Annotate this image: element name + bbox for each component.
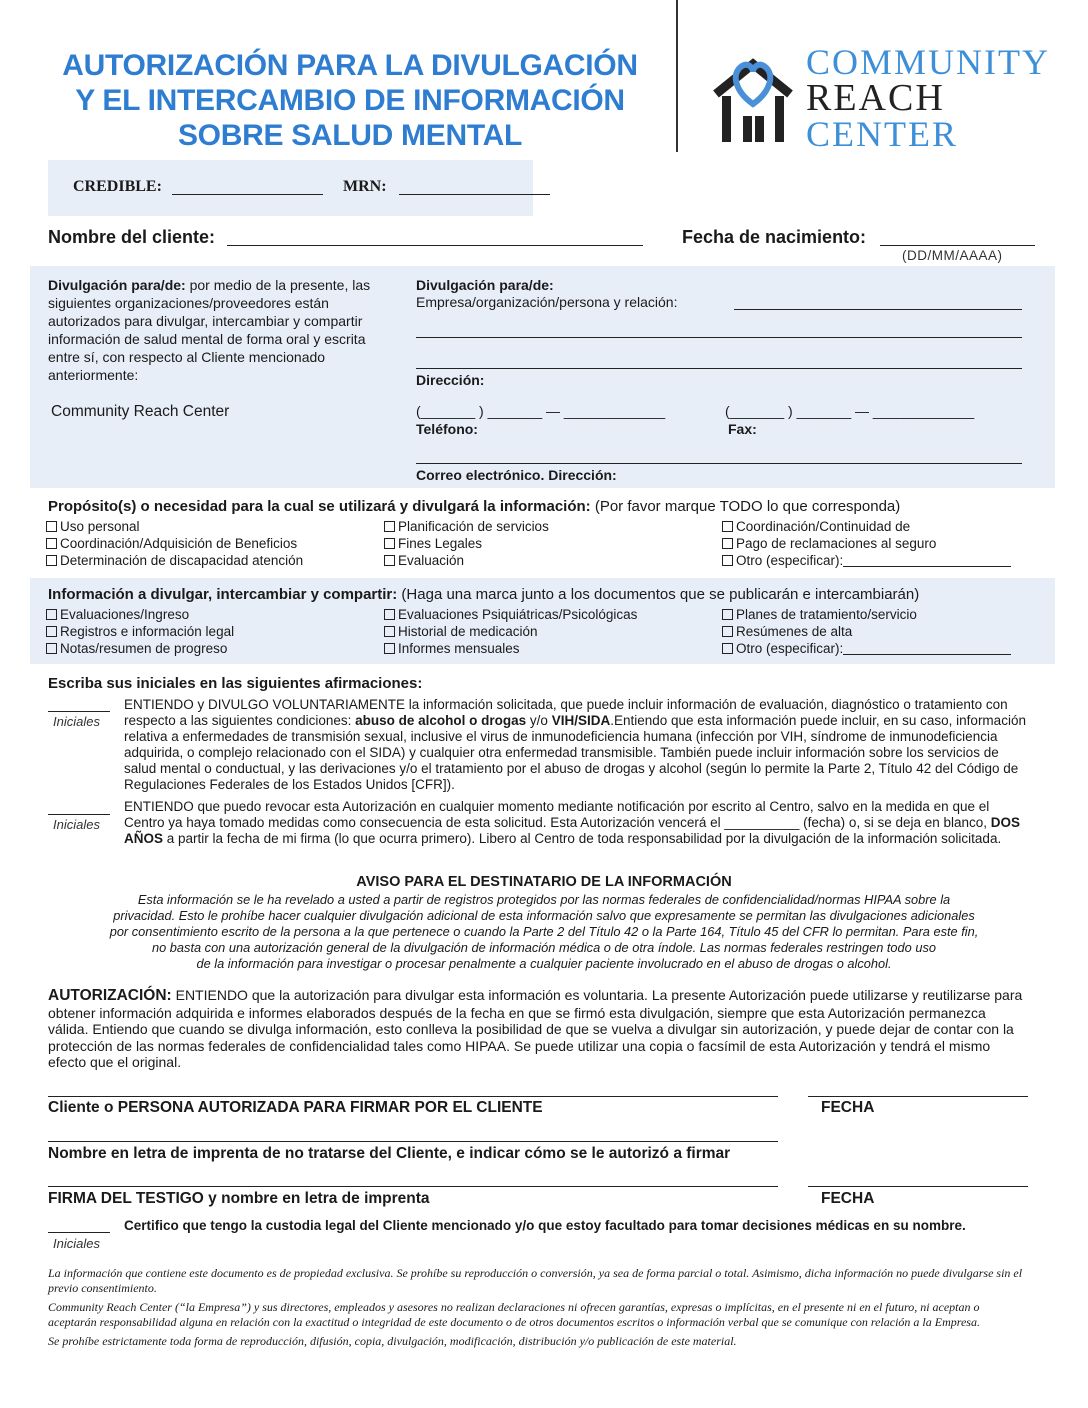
info-option[interactable]: Historial de medicación — [384, 623, 637, 640]
date-label-2: FECHA — [821, 1190, 875, 1207]
fax-label: Fax: — [728, 421, 757, 437]
dob-label: Fecha de nacimiento: — [682, 227, 867, 247]
printed-name-field[interactable] — [48, 1141, 778, 1142]
checkbox[interactable] — [384, 626, 395, 637]
client-signature-label: Cliente o PERSONA AUTORIZADA PARA FIRMAR POR EL CLIENTE — [48, 1099, 543, 1116]
date-field-2[interactable] — [808, 1186, 1028, 1187]
initials-title: Escriba sus iniciales en las siguientes afirmaciones: — [48, 675, 423, 692]
notice-title: AVISO PARA EL DESTINATARIO DE LA INFORMACIÓN — [356, 874, 732, 890]
info-option[interactable]: Registros e información legal — [46, 623, 234, 640]
info-option[interactable]: Informes mensuales — [384, 640, 637, 657]
checkbox[interactable] — [384, 643, 395, 654]
email-field[interactable] — [416, 463, 1022, 464]
checkbox[interactable] — [384, 538, 395, 549]
document-title: AUTORIZACIÓN PARA LA DIVULGACIÓN Y EL INTERCAMBIO DE INFORMACIÓN SOBRE SALUD MENTAL — [62, 49, 638, 152]
checkbox[interactable] — [46, 609, 57, 620]
company-relationship-label: Empresa/organización/persona y relación: — [416, 294, 678, 310]
phone-field[interactable]: (_______ ) _______ — _____________ — [416, 403, 666, 419]
purpose-title: Propósito(s) o necesidad para la cual se utilizará y divulgará la información: (Por favor marque TODO lo que corresponda) — [48, 498, 901, 515]
address-label: Dirección: — [416, 372, 485, 388]
checkbox[interactable] — [46, 521, 57, 532]
phone-label: Teléfono: — [416, 421, 478, 437]
checkbox[interactable] — [46, 538, 57, 549]
notice-text: Esta información se le ha revelado a usted a partir de registros protegidos por las normas federales de confidencialidad/normas HIPAA sobre la privacidad. Esto le prohíbe hacer cualquier divulgación adicional de esta información salvo que expresamente se permitan las divulgaciones adicionales por consentimiento escrito de la persona a la que pertenece o cuando la Parte 2 del Título 42 o la Parte 164, Título 45 del CFR lo permitan. Para este fin, no basta con una autorización general de la divulgación de información médica o de otra índole. Las normas federales restringen todo uso de la información para investigar o procesar penalmente a cualquier paciente involucrado en el abuso de drogas o alcohol. — [109, 892, 979, 971]
purpose-option[interactable]: Pago de reclamaciones al seguro — [722, 535, 1011, 552]
email-label: Correo electrónico. Dirección: — [416, 467, 617, 483]
purpose-column-1 — [46, 518, 303, 569]
footer-disclaimer: La información que contiene este documento es de propiedad exclusiva. Se prohíbe su reproducción o conversión, ya sea de forma parcial o total. Asimismo, dicha información no puede divulgarse sin el previo consentimiento. Community Reach Center (“la Empresa”) y sus directores, empleados y asesores no realizan declaraciones ni ofrecen garantías, expresas o implícitas, en el presente ni en el futuro, ni aceptan o aceptarán responsabilidad alguna en relación con la exactitud o integridad de este documento o de otros documentos escritos o información verbal que se comunique con relación a la Empresa. Se prohíbe estrictamente toda forma de reproducción, difusión, copia, divulgación, modificación, distribución y/o publicación de este material. — [48, 1266, 1023, 1348]
initials-label-2: Iniciales — [53, 817, 100, 832]
checkbox[interactable] — [722, 643, 733, 654]
company-relationship-line-3[interactable] — [416, 368, 1022, 369]
purpose-option[interactable]: Otro (especificar): — [722, 552, 1011, 569]
info-option[interactable]: Evaluaciones/Ingreso — [46, 606, 234, 623]
purpose-option[interactable]: Fines Legales — [384, 535, 549, 552]
info-other-field[interactable] — [843, 643, 1011, 655]
initials-field-2[interactable] — [48, 814, 110, 815]
initials-statement-1: ENTIENDO y DIVULGO VOLUNTARIAMENTE la información solicitada, que puede incluir información de evaluación, diagnóstico o tratamiento con respecto a las siguientes condiciones: abuso de alcohol o drogas y/o VIH/SIDA.Entiendo que esta información puede incluir, en su caso, información relativa a enfermedades de transmisión sexual, inclusive el virus de inmunodeficiencia humana (infección por VIH, síndrome de inmunodeficiencia adquirida, o complejo relacionado con el SIDA) y cualquier otra enfermedad transmisible. También puede incluir información sobre los servicios de salud mental o conductual, y las derivaciones y/o el tratamiento por el abuso de drogas y alcohol (según lo permite la Parte 2, Título 42 del Código de Regulaciones Federales de los Estados Unidos [CFR]). — [124, 697, 1026, 792]
checkbox[interactable] — [722, 538, 733, 549]
company-relationship-field[interactable] — [734, 309, 1022, 310]
purpose-option[interactable]: Planificación de servicios — [384, 518, 549, 535]
checkbox[interactable] — [46, 643, 57, 654]
checkbox[interactable] — [722, 609, 733, 620]
checkbox[interactable] — [722, 626, 733, 637]
authorization-text: AUTORIZACIÓN: ENTIENDO que la autorización para divulgar esta información es voluntaria. La presente Autorización puede utilizarse y reutilizarse para obtener información adquirida e informes elaborados después de la fecha en que se firmó esta divulgación, siempre que esta Autorización permanezca válida. Entiendo que cuando se divulga información, esto conlleva la posibilidad de que se vuelva a divulgar sin autorización, y puede dejar de contar con la protección de las normas federales de confidencialidad tales como HIPAA. Se puede utilizar una copia o facsímil de esta Autorización y tendrá el mismo efecto que el original. — [48, 987, 1023, 1070]
purpose-other-field[interactable] — [843, 555, 1011, 567]
checkbox[interactable] — [384, 521, 395, 532]
initials-label-3: Iniciales — [53, 1236, 100, 1251]
release-right-title: Divulgación para/de: — [416, 277, 554, 293]
initials-statement-2: ENTIENDO que puedo revocar esta Autorización en cualquier momento mediante notificación por escrito al Centro, salvo en la medida en que el Centro ya haya tomado medidas como consecuencia de esta solicitud. Esta Autorización vencerá el __________ (fecha) o, si se deja en blanco, DOS AÑOS a partir la fecha de mi firma (lo que ocurra primero). Libero al Centro de toda responsabilidad por la divulgación de la información solicitada. — [124, 799, 1021, 846]
purpose-option[interactable]: Coordinación/Adquisición de Beneficios — [46, 535, 303, 552]
release-description: Divulgación para/de: por medio de la presente, las siguientes organizaciones/proveedores están autorizados para divulgar, intercambiar y compartir información de salud mental de forma oral y escrita entre sí, con respecto al Cliente mencionado anteriormente: — [48, 277, 371, 383]
initials-label-1: Iniciales — [53, 714, 100, 729]
info-option[interactable]: Otro (especificar): — [722, 640, 1011, 657]
checkbox[interactable] — [384, 609, 395, 620]
info-option[interactable]: Planes de tratamiento/servicio — [722, 606, 1011, 623]
checkbox[interactable] — [722, 521, 733, 532]
company-relationship-line-2[interactable] — [416, 337, 1022, 338]
purpose-option[interactable]: Uso personal — [46, 518, 303, 535]
checkbox[interactable] — [384, 555, 395, 566]
client-name-label: Nombre del cliente: — [48, 227, 216, 247]
community-reach-logo-icon — [708, 54, 798, 146]
dob-field[interactable] — [880, 245, 1035, 246]
fax-field[interactable]: (_______ ) _______ — _____________ — [725, 403, 975, 419]
printed-name-label: Nombre en letra de imprenta de no tratarse del Cliente, e indicar cómo se le autorizó a firmar — [48, 1145, 731, 1162]
credible-label: CREDIBLE: — [73, 178, 162, 195]
info-title: Información a divulgar, intercambiar y compartir: (Haga una marca junto a los documentos que se publicarán e intercambiarán) — [48, 586, 920, 603]
release-organization: Community Reach Center — [51, 403, 230, 420]
initials-field-1[interactable] — [48, 711, 110, 712]
checkbox[interactable] — [722, 555, 733, 566]
company-logo-text: COMMUNITY REACH CENTER — [806, 42, 1051, 154]
purpose-option[interactable]: Coordinación/Continuidad de — [722, 518, 1011, 535]
dob-format-hint: (DD/MM/AAAA) — [902, 248, 1003, 263]
checkbox[interactable] — [46, 555, 57, 566]
client-name-field[interactable] — [227, 245, 643, 246]
initials-field-3[interactable] — [48, 1232, 110, 1233]
credible-field[interactable] — [172, 194, 323, 195]
date-field-1[interactable] — [808, 1096, 1028, 1097]
info-column-2 — [384, 606, 637, 657]
info-option[interactable]: Resúmenes de alta — [722, 623, 1011, 640]
info-column-1 — [46, 606, 234, 657]
date-label-1: FECHA — [821, 1099, 875, 1116]
mrn-label: MRN: — [343, 178, 387, 195]
info-option[interactable]: Notas/resumen de progreso — [46, 640, 234, 657]
purpose-option[interactable]: Evaluación — [384, 552, 549, 569]
witness-signature-field[interactable] — [48, 1186, 778, 1187]
custody-certification: Certifico que tengo la custodia legal del Cliente mencionado y/o que estoy facultado para tomar decisiones médicas en su nombre. — [124, 1218, 966, 1233]
mrn-field[interactable] — [399, 194, 550, 195]
witness-signature-label: FIRMA DEL TESTIGO y nombre en letra de imprenta — [48, 1190, 430, 1207]
header-divider — [676, 0, 678, 152]
purpose-column-3 — [722, 518, 1011, 569]
info-option[interactable]: Evaluaciones Psiquiátricas/Psicológicas — [384, 606, 637, 623]
purpose-option[interactable]: Determinación de discapacidad atención — [46, 552, 303, 569]
checkbox[interactable] — [46, 626, 57, 637]
purpose-column-2 — [384, 518, 549, 569]
info-column-3 — [722, 606, 1011, 657]
client-signature-field[interactable] — [48, 1096, 778, 1097]
